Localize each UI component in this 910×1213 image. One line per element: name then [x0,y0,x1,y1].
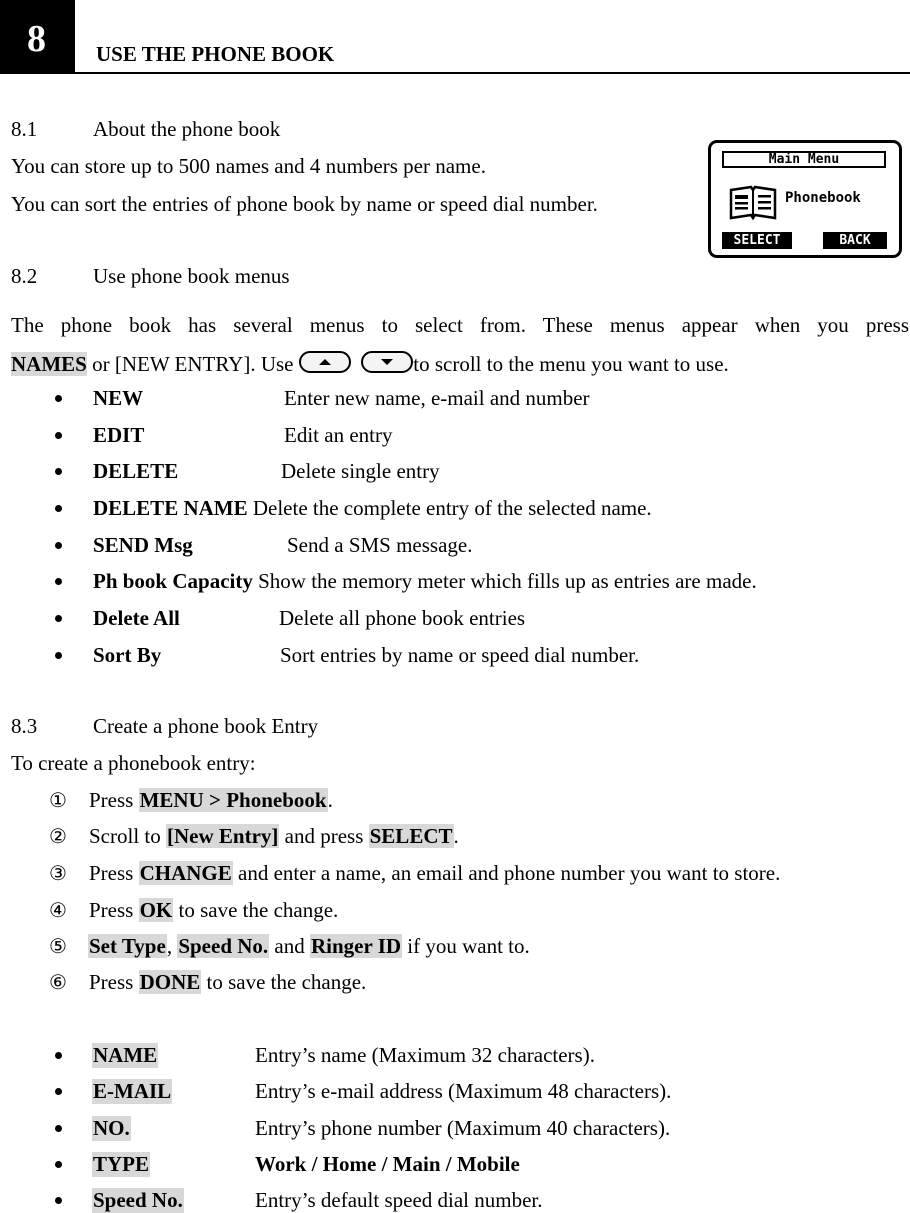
field-desc: Entry’s name (Maximum 32 characters). [255,1043,595,1067]
step-text: to save the change. [173,898,339,922]
menu-term: EDIT [93,423,145,447]
step-text: Press [89,861,139,885]
chapter-number: 8 [0,0,73,73]
step-key: [New Entry] [167,824,279,848]
step-text: and press [279,824,369,848]
bullet [55,432,62,439]
menu-desc: Send a SMS message. [287,533,473,557]
up-key-icon [299,351,351,373]
step-4 [89,898,338,923]
menu-term: NEW [93,386,144,410]
step-text: . [453,824,459,848]
step-marker: ④ [49,898,67,922]
section-8-1-heading: About the phone book [93,117,281,141]
field-term: E-MAIL [93,1079,172,1103]
menu-term: DELETE NAME [93,496,248,520]
field-term: TYPE [93,1152,150,1176]
s81-line1: You can store up to 500 names and 4 numbers per name. [11,154,486,178]
step-text: Press [89,970,139,994]
step-marker: ⑤ [49,934,67,958]
field-desc: Work / Home / Main / Mobile [255,1152,520,1176]
phone-screen-item: Phonebook [785,190,861,206]
bullet [55,505,62,512]
bullet [55,468,62,475]
phonebook-icon [729,184,777,222]
step-text: and [269,934,310,958]
field-desc: Entry’s phone number (Maximum 40 characters). [255,1116,671,1140]
s82-text: or [NEW ENTRY]. Use [86,352,299,376]
s81-line2: You can sort the entries of phone book by name or speed dial number. [11,192,598,216]
menu-term: Delete All [93,606,180,630]
bullet [55,1161,62,1168]
phone-screen-title: Main Menu [722,151,886,168]
menu-row [93,496,652,521]
step-5 [88,934,530,959]
field-term: NAME [93,1043,158,1067]
bullet [55,1052,62,1059]
bullet [55,578,62,585]
section-8-2-number: 8.2 [11,264,38,288]
menu-desc: Delete the complete entry of the selected name. [252,496,652,520]
step-text: Press [89,788,139,812]
section-8-2-heading: Use phone book menus [93,264,290,288]
step-text: Scroll to [89,824,166,848]
field-desc: Entry’s e-mail address (Maximum 48 characters). [255,1079,672,1103]
step-text: , [166,934,178,958]
step-key: Set Type [89,934,166,958]
s82-paragraph-line1: The phone book has several menus to select from. These menus appear when you press [11,313,909,337]
menu-term: Ph book Capacity [93,569,253,593]
step-marker: ③ [49,861,67,885]
step-key: OK [139,898,173,922]
menu-term: Sort By [93,643,162,667]
step-text: and enter a name, an email and phone number you want to store. [232,861,781,885]
section-8-3-number: 8.3 [11,714,38,738]
step-text: to save the change. [201,970,367,994]
bullet [55,615,62,622]
section-8-3-heading: Create a phone book Entry [93,714,319,738]
menu-desc: Show the memory meter which fills up as entries are made. [258,569,757,593]
field-term: Speed No. [93,1188,183,1212]
step-marker: ① [49,788,67,812]
step-key: MENU > Phonebook [139,788,327,812]
names-key: NAMES [11,352,87,376]
step-2 [89,824,459,849]
menu-desc: Sort entries by name or speed dial number. [280,643,640,667]
s82-text: to scroll to the menu you want to use. [413,352,729,376]
phone-screen-illustration [708,140,902,258]
section-8-1-number: 8.1 [11,117,38,141]
menu-desc: Delete all phone book entries [279,606,526,630]
step-key: SELECT [369,824,453,848]
header-rule [0,72,910,74]
step-6 [89,970,366,995]
step-key: Ringer ID [311,934,402,958]
bullet [55,1125,62,1132]
bullet [55,1088,62,1095]
menu-row [93,569,757,594]
step-key: CHANGE [139,861,232,885]
step-key: Speed No. [178,934,269,958]
menu-desc: Edit an entry [284,423,393,447]
header-divider [73,0,86,73]
s82-paragraph-line2 [11,352,729,377]
step-text: Press [89,898,139,922]
bullet [55,542,62,549]
field-desc: Entry’s default speed dial number. [255,1188,543,1212]
bullet [55,652,62,659]
step-3 [89,861,780,886]
down-key-icon [361,351,413,373]
step-1 [89,788,333,813]
step-marker: ② [49,824,67,848]
menu-term: DELETE [93,459,179,483]
back-softkey: BACK [823,232,887,249]
select-softkey: SELECT [722,232,792,249]
bullet [55,1197,62,1204]
field-term: NO. [93,1116,130,1140]
chapter-title: USE THE PHONE BOOK [96,42,335,66]
step-text: if you want to. [402,934,530,958]
menu-term: SEND Msg [93,533,193,557]
s83-intro: To create a phonebook entry: [11,751,256,775]
step-text: . [327,788,333,812]
menu-desc: Enter new name, e-mail and number [284,386,590,410]
step-key: DONE [139,970,201,994]
step-marker: ⑥ [49,970,67,994]
bullet [55,395,62,402]
menu-desc: Delete single entry [281,459,440,483]
